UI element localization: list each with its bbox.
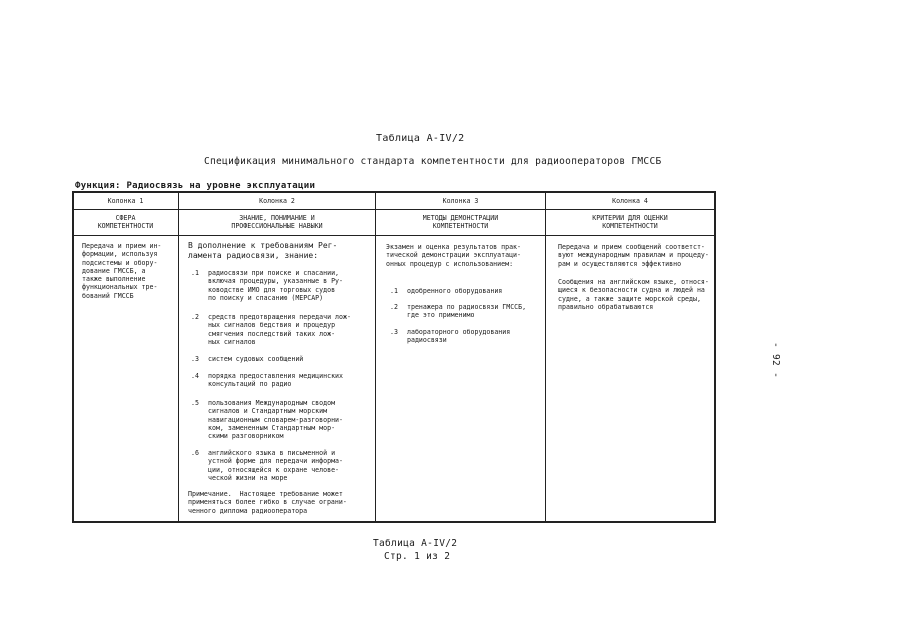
footer-table-title: Таблица А-IV/2 <box>373 538 458 549</box>
column-label-1: Колонка 1 <box>107 197 144 205</box>
spec-title: Спецификация минимального стандарта компетентности для радиооператоров ГМССБ <box>204 156 662 167</box>
row-divider <box>72 235 716 236</box>
knowledge-item-text: радиосвязи при поиске и спасании, включая процедуры, указанные в Ру- ководстве ИМО для торговых судов по поиску и спасанию (МЕРСАР) <box>208 269 343 302</box>
competence-text: Передача и прием ин- формации, используя подсистемы и обору- дование ГМССБ, а также выполнение функциональных тре- бований ГМССБ <box>82 242 162 300</box>
knowledge-item-text: пользования Международным сводом сигналов и Стандартным морским навигационным словарем-разговорни- ком, замененным Стандартным мор- скими разговорником <box>208 399 343 441</box>
criteria-paragraph-2: Сообщения на английском языке, относя- щиеся к безопасности судна и людей на судне, а также защите морской среды, правильно обрабатываются <box>558 278 709 311</box>
table-bottom-border <box>72 521 716 523</box>
knowledge-item-number: .4 <box>191 372 199 380</box>
knowledge-item-text: порядка предоставления медицинских консультаций по радио <box>208 372 343 389</box>
methods-intro: Экзамен и оценка результатов прак- тической демонстрации эксплуатаци- онных процедур с использованием: <box>386 243 521 268</box>
column-header-3: МЕТОДЫ ДЕМОНСТРАЦИИ КОМПЕТЕНТНОСТИ <box>422 214 499 231</box>
column-header-2: ЗНАНИЕ, ПОНИМАНИЕ И ПРОФЕССИОНАЛЬНЫЕ НАВЫКИ <box>231 214 323 231</box>
table-left-border <box>72 191 74 522</box>
column-label-2: Колонка 2 <box>259 197 295 205</box>
function-label: Функция: Радиосвязь на уровне эксплуатации <box>75 181 316 191</box>
knowledge-item-number: .2 <box>191 313 199 321</box>
column-divider <box>178 191 179 522</box>
knowledge-intro: В дополнение к требованиям Рег- ламента радиосвязи, знание: <box>188 241 338 260</box>
knowledge-note: Примечание. Настоящее требование может применяться более гибко в случае ограни- ченного диплома радиооператора <box>188 490 347 515</box>
methods-item-number: .3 <box>390 328 398 336</box>
column-divider <box>545 191 546 522</box>
column-header-1: СФЕРА КОМПЕТЕНТНОСТИ <box>97 214 154 231</box>
column-divider <box>375 191 376 522</box>
table-right-border <box>714 191 716 522</box>
table-title: Таблица А-IV/2 <box>376 133 465 144</box>
knowledge-item-text: английского языка в письменной и устной форме для передачи информа- ции, относящейся к охране челове- ческой жизни на море <box>208 449 343 482</box>
methods-item-text: одобренного оборудования <box>407 287 503 295</box>
table-top-border <box>72 191 716 193</box>
knowledge-item-number: .5 <box>191 399 199 407</box>
methods-item-number: .1 <box>390 287 398 295</box>
page-number: - 92 - <box>770 342 781 379</box>
footer-page-counter: Стр. 1 из 2 <box>384 551 451 562</box>
row-divider <box>72 209 716 210</box>
knowledge-item-text: систем судовых сообщений <box>208 355 304 363</box>
column-header-4: КРИТЕРИИ ДЛЯ ОЦЕНКИ КОМПЕТЕНТНОСТИ <box>592 214 668 231</box>
methods-item-text: лабораторного оборудования радиосвязи <box>407 328 511 345</box>
knowledge-item-number: .3 <box>191 355 199 363</box>
methods-item-text: тренажера по радиосвязи ГМССБ, где это применимо <box>407 303 527 320</box>
knowledge-item-number: .1 <box>191 269 199 277</box>
knowledge-item-number: .6 <box>191 449 199 457</box>
criteria-paragraph-1: Передача и прием сообщений соответст- вуют международным правилам и процеду- рам и осуществляются эффективно <box>558 243 709 268</box>
column-label-4: Колонка 4 <box>612 197 648 205</box>
knowledge-item-text: средств предотвращения передачи лож- ных сигналов бедствия и процедур смягчения последствий таких лож- ных сигналов <box>208 313 351 346</box>
column-label-3: Колонка 3 <box>442 197 479 205</box>
methods-item-number: .2 <box>390 303 398 311</box>
